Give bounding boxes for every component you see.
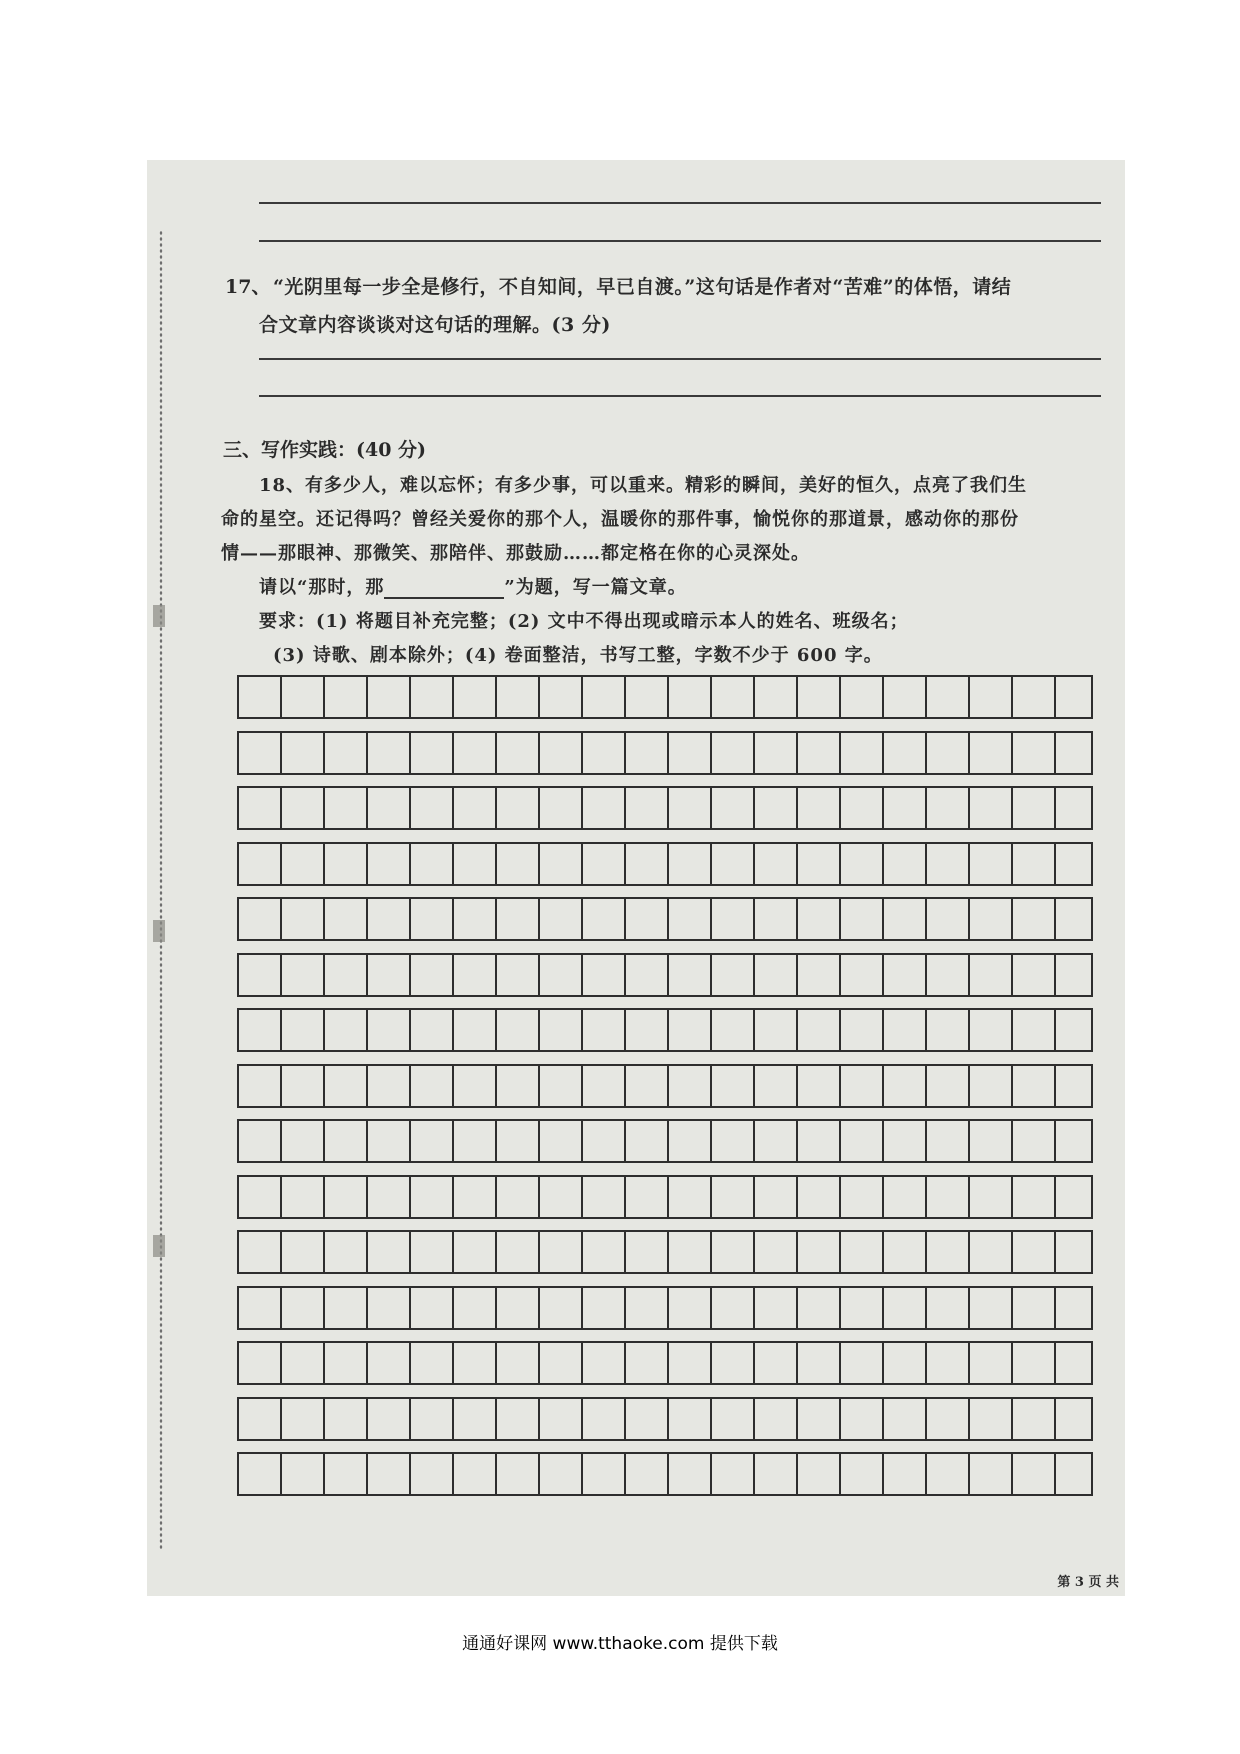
- grid-row[interactable]: [237, 1008, 1093, 1052]
- grid-row[interactable]: [237, 675, 1093, 719]
- essay-writing-grid[interactable]: [237, 675, 1093, 1499]
- essay-title-instruction: [259, 573, 687, 599]
- grid-row[interactable]: [237, 842, 1093, 886]
- binding-margin-dots: [159, 230, 163, 1550]
- grid-row[interactable]: [237, 731, 1093, 775]
- section-3-heading: 三、写作实践：(40 分): [223, 439, 427, 461]
- grid-row[interactable]: [237, 1064, 1093, 1108]
- question-17-text-line1: “光阴里每一步全是修行，不自知间，早已自渡。”这句话是作者对“苦难”的体悟，请结: [273, 276, 1012, 298]
- question-18-text-line1: 18、有多少人，难以忘怀；有多少事，可以重来。精彩的瞬间，美好的恒久，点亮了我们生: [259, 475, 1028, 496]
- grid-row[interactable]: [237, 1119, 1093, 1163]
- grid-row[interactable]: [237, 1341, 1093, 1385]
- title-prefix: 请以“那时，那: [259, 577, 385, 598]
- grid-row[interactable]: [237, 1175, 1093, 1219]
- title-suffix: ”为题，写一篇文章。: [504, 577, 687, 598]
- grid-row[interactable]: [237, 1397, 1093, 1441]
- binding-mark: [153, 605, 165, 627]
- question-18-text-line2: 命的星空。还记得吗？曾经关爱你的那个人，温暖你的那件事，愉悦你的那道景，感动你的那份: [221, 509, 1019, 530]
- binding-mark: [153, 1235, 165, 1257]
- page-number: 第 3 页 共: [1057, 1575, 1119, 1590]
- title-blank[interactable]: [384, 579, 504, 599]
- exam-page: [147, 160, 1125, 1596]
- footer-source: 通通好课网 www.tthaoke.com 提供下载: [462, 1634, 778, 1654]
- answer-line: [259, 395, 1101, 397]
- answer-line: [259, 240, 1101, 242]
- grid-row[interactable]: [237, 1452, 1093, 1496]
- answer-line: [259, 202, 1101, 204]
- requirements-line2: (3) 诗歌、剧本除外；(4) 卷面整洁，书写工整，字数不少于 600 字。: [273, 645, 883, 666]
- answer-line: [259, 358, 1101, 360]
- question-17-text-line2: 合文章内容谈谈对这句话的理解。(3 分): [259, 314, 611, 336]
- grid-row[interactable]: [237, 897, 1093, 941]
- question-18-text-line3: 情——那眼神、那微笑、那陪伴、那鼓励……都定格在你的心灵深处。: [221, 543, 810, 564]
- grid-row[interactable]: [237, 786, 1093, 830]
- requirements-line1: 要求：(1) 将题目补充完整；(2) 文中不得出现或暗示本人的姓名、班级名；: [259, 611, 909, 632]
- binding-mark: [153, 920, 165, 942]
- grid-row[interactable]: [237, 953, 1093, 997]
- question-17-number: 17、: [225, 276, 271, 298]
- grid-row[interactable]: [237, 1286, 1093, 1330]
- grid-row[interactable]: [237, 1230, 1093, 1274]
